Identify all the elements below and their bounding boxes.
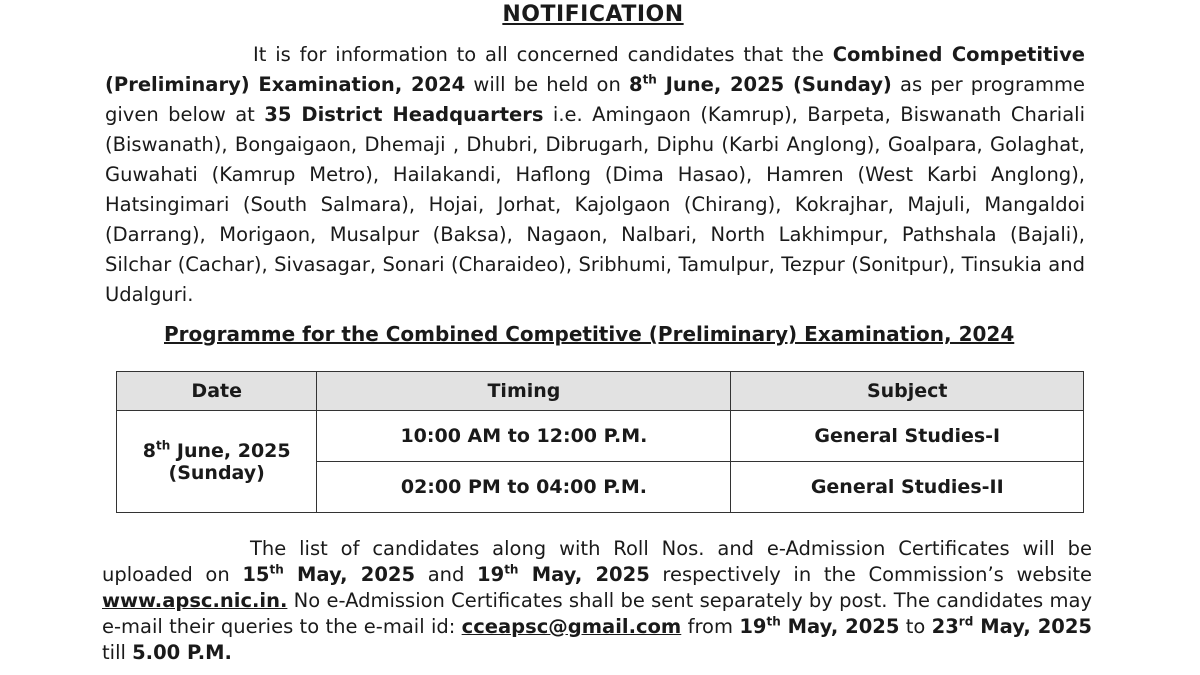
exam-date-cell: 8th June, 2025 (Sunday): [117, 411, 317, 513]
programme-heading: Programme for the Combined Competitive (Preliminary) Examination, 2024: [164, 322, 1015, 346]
query-start-date: 19th May, 2025: [739, 614, 900, 638]
query-deadline-time: 5.00 P.M.: [132, 641, 232, 664]
header-date: Date: [117, 372, 317, 411]
centres-count: 35 District Headquarters: [264, 103, 544, 126]
page-title: NOTIFICATION: [502, 2, 684, 27]
timing-cell: 10:00 AM to 12:00 P.M.: [317, 411, 731, 462]
exam-name: Combined Competitive (Preliminary) Examination, 2024: [105, 43, 1086, 96]
table-header-row: [117, 372, 1084, 411]
email-link[interactable]: cceapsc@gmail.com: [461, 615, 682, 638]
header-subject: Subject: [731, 372, 1084, 411]
table-row: [117, 411, 1084, 462]
upload-date-admit: 19th May, 2025: [477, 562, 650, 586]
intro-paragraph: It is for information to all concerned candidates that the Combined Competitive (Preliminary) Examination, 2024 will be held on 8th June, 2025 (Sunday) as per programme given below at 35 District Headquarters i.e. Amingaon (Kamrup), Barpeta, Biswanath Chariali (Biswanath), Bongaigaon, Dhemaji , Dhubri, Dibrugarh, Diphu (Karbi Anglong), Goalpara, Golaghat, Guwahati (Kamrup Metro), Hailakandi, Haflong (Dima Hasao), Hamren (West Karbi Anglong), Hatsingimari (South Salmara), Hojai, Jorhat, Kajolgaon (Chirang), Kokrajhar, Majuli, Mangaldoi (Darrang), Morigaon, Musalpur (Baksa), Nagaon, Nalbari, North Lakhimpur, Pathshala (Bajali), Silchar (Cachar), Sivasagar, Sonari (Charaideo), Sribhumi, Tamulpur, Tezpur (Sonitpur), Tinsukia and Udalguri.: [105, 43, 1086, 306]
website-link[interactable]: www.apsc.nic.in.: [102, 589, 288, 612]
upload-date-list: 15th May, 2025: [242, 562, 416, 586]
subject-cell: General Studies-I: [731, 411, 1084, 462]
schedule-table: [116, 371, 1084, 513]
centres-list: i.e. Amingaon (Kamrup), Barpeta, Biswanath Chariali (Biswanath), Bongaigaon, Dhemaji , Dhubri, Dibrugarh, Diphu (Karbi Anglong), Goalpara, Golaghat, Guwahati (Kamrup Metro), Hailakandi, Haflong (Dima Hasao), Hamren (West Karbi Anglong), Hatsingimari (South Salmara), Hojai, Jorhat, Kajolgaon (Chirang), Kokrajhar, Majuli, Mangaldoi (Darrang), Morigaon, Musalpur (Baksa), Nagaon, Nalbari, North Lakhimpur, Pathshala (Bajali), Silchar (Cachar), Sivasagar, Sonari (Charaideo), Sribhumi, Tamulpur, Tezpur (Sonitpur), Tinsukia and Udalguri.: [105, 103, 1085, 306]
subject-cell: General Studies-II: [731, 462, 1084, 513]
timing-cell: 02:00 PM to 04:00 P.M.: [317, 462, 731, 513]
admission-paragraph: The list of candidates along with Roll Nos. and e-Admission Certificates will be uploaded on 15th May, 2025 and 19th May, 2025 respectively in the Commission’s website www.apsc.nic.in. No e-Admission Certificates shall be sent separately by post. The candidates may e-mail their queries to the e-mail id: cceapsc@gmail.com from 19th May, 2025 to 23rd May, 2025 till 5.00 P.M.: [102, 537, 1092, 664]
header-timing: Timing: [317, 372, 731, 411]
exam-date: 8th June, 2025 (Sunday): [628, 72, 892, 96]
query-end-date: 23rd May, 2025: [931, 614, 1092, 638]
